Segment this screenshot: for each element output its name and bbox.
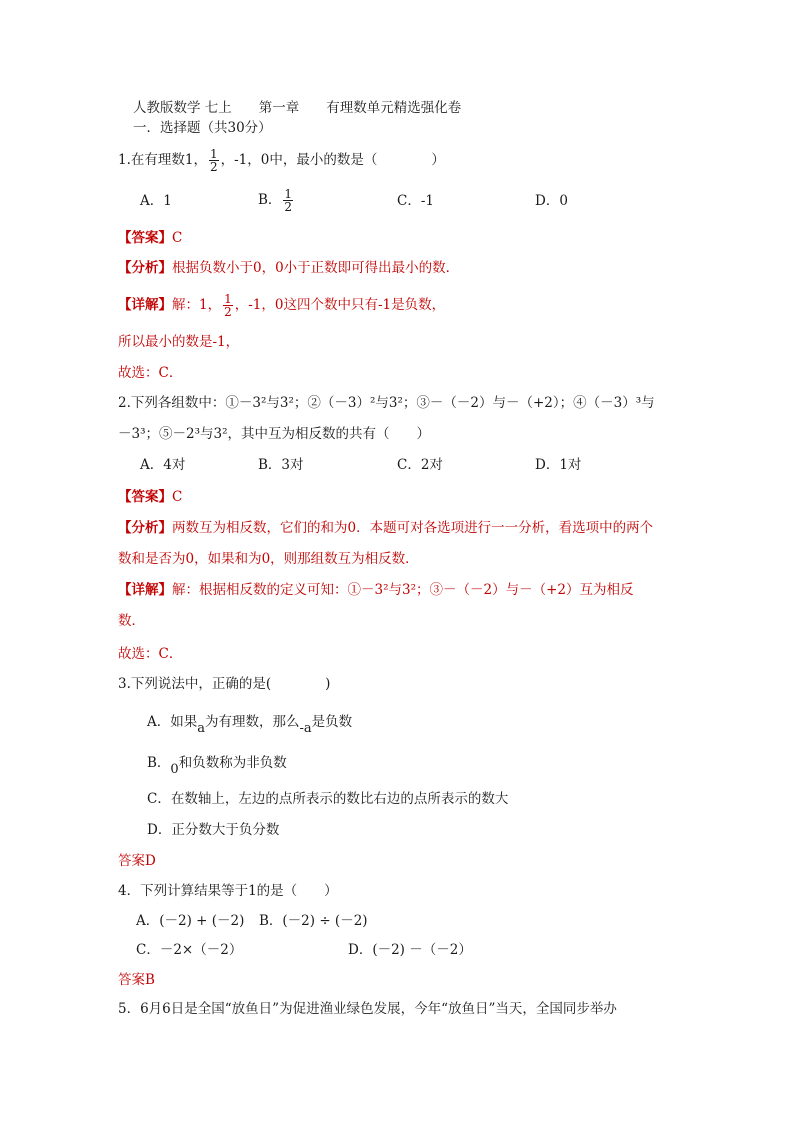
q3-option-b: B．0和负数称为非负数	[147, 755, 287, 777]
q4-answer: 答案B	[118, 972, 155, 988]
q2-option-c: C．2对	[397, 457, 443, 473]
q3-stem: 3.下列说法中，正确的是( )	[118, 676, 331, 692]
q1-stem	[118, 148, 445, 173]
page-title: 人教版数学 七上 第一章 有理数单元精选强化卷	[133, 100, 462, 116]
q2-detail-line1: 【详解】解：根据相反数的定义可知：①－3²与3²；③－（－2）与－（+2）互为相反	[118, 582, 634, 598]
fraction-half: $\frac{1}{2}$	[284, 187, 293, 214]
fraction-half: $\frac{1}{2}$	[209, 147, 218, 174]
q2-option-d: D．1对	[535, 457, 582, 473]
q1-option-a: A．1	[140, 193, 172, 209]
q3-option-c: C．在数轴上，左边的点所表示的数比右边的点所表示的数大	[147, 791, 509, 807]
q2-stem-line1: 2.下列各组数中：①－3²与3²；②（－3）²与3²；③－（－2）与－（+2）；④（－3）³与	[118, 395, 655, 411]
q1-conclusion: 故选：C．	[118, 365, 183, 381]
q3-option-d: D．正分数大于负分数	[147, 822, 280, 838]
q2-answer: 【答案】C	[118, 489, 183, 505]
q4-option-c: C．－2×（－2）	[136, 942, 243, 958]
q2-option-a: A．4对	[140, 457, 186, 473]
q1-option-d: D．0	[535, 193, 568, 209]
q4-stem: 4．下列计算结果等于1的是（ ）	[118, 883, 338, 899]
q3-option-a: A．如果a为有理数，那么-a是负数	[147, 714, 353, 736]
q4-option-a: A．(－2) + (－2)	[136, 913, 245, 929]
q2-option-b: B．3对	[258, 457, 304, 473]
q4-option-d: D．(－2) －（－2）	[348, 942, 472, 958]
q2-detail-line2: 数．	[118, 613, 145, 629]
q1-option-b: B． $\frac{1}{2}$	[258, 187, 293, 214]
q2-stem-line2: －3³；⑤－2³与3²，其中互为相反数的共有（ ）	[118, 426, 431, 442]
q1-stem-part-b: ，-1，0中，最小的数是（ ）	[220, 152, 445, 168]
fraction-half: $\frac{1}{2}$	[224, 292, 232, 319]
q2-analysis-line1: 【分析】两数互为相反数，它们的和为0．本题可对各选项进行一一分析，看选项中的两个	[118, 520, 654, 536]
q2-analysis-line2: 数和是否为0，如果和为0，则那组数互为相反数．	[118, 551, 419, 567]
q1-answer: 【答案】C	[118, 230, 183, 246]
q1-stem-part-a: 1.在有理数1，	[118, 152, 207, 168]
q1-option-c: C．-1	[397, 193, 434, 209]
q1-analysis: 【分析】根据负数小于0，0小于正数即可得出最小的数．	[118, 260, 460, 276]
q4-option-b: B．(－2) ÷ (－2)	[259, 913, 368, 929]
section-heading: 一．选择题（共30分）	[133, 120, 272, 136]
q1-detail-line2: 所以最小的数是-1，	[118, 334, 240, 350]
q3-answer: 答案D	[118, 853, 156, 869]
q5-stem: 5．6月6日是全国“放鱼日”为促进渔业绿色发展，今年“放鱼日”当天，全国同步举办	[118, 1001, 617, 1017]
q2-conclusion: 故选：C．	[118, 646, 183, 662]
q1-detail: 【详解】解：1， $\frac{1}{2}$ ，-1，0这四个数中只有-1是负数，	[118, 292, 446, 319]
